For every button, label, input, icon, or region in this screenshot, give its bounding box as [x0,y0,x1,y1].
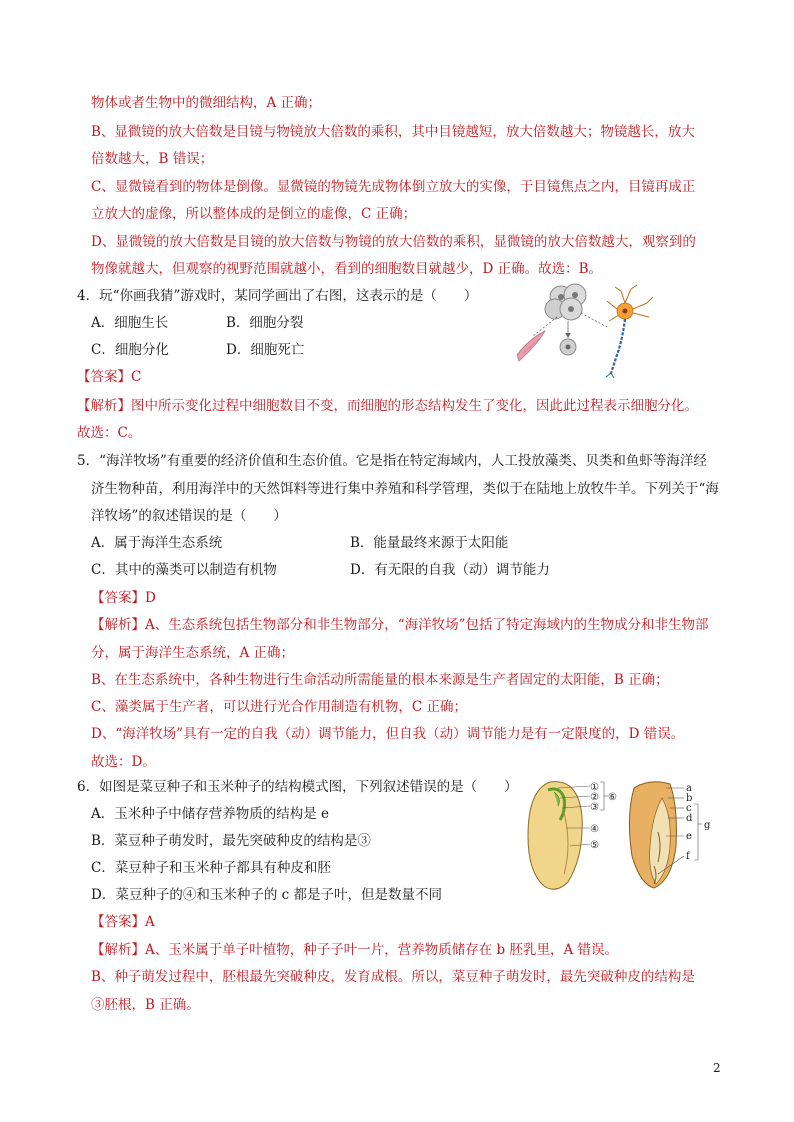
q5-stem-line-3: 洋牧场”的叙述错误的是（ ） [91,508,287,524]
q5-exp-line-3: B、在生态系统中，各种生物进行生命活动所需能量的根本来源是生产者固定的太阳能，B 正确； [91,672,669,688]
neuron-cell [606,285,653,378]
bean-label-6: ⑥ [608,792,617,803]
q6-exp-line-3: ③胚根，B 正确。 [91,997,200,1013]
q4-option-a: A．细胞生长 [91,315,169,331]
q6-option-a: A．玉米种子中储存营养物质的结构是 e [91,806,330,822]
corn-label-d: d [686,813,693,824]
q5-exp-line-4: C、藻类属于生产者，可以进行光合作用制造有机物，C 正确； [91,699,467,715]
corn-label-b: b [686,793,693,804]
corn-label-a: a [686,783,692,794]
q5-option-a: A．属于海洋生态系统 [91,535,223,551]
corn-label-e: e [686,831,692,842]
q3-exp-line-4: C、显微镜看到的物体是倒像。显微镜的物镜先成物体倒立放大的实像，于目镜焦点之内，目镜再成正 [91,179,696,195]
page-number: 2 [713,1061,721,1075]
q6-answer: 【答案】A [91,914,155,930]
q3-exp-line-6: D、显微镜的放大倍数是目镜的放大倍数与物镜的放大倍数的乘积，显微镜的放大倍数越大，观察到的 [91,234,696,250]
q5-stem-line-1: 5．“海洋牧场”有重要的经济价值和生态价值。它是指在特定海域内，人工投放藻类、贝类和鱼虾等海洋经 [77,453,707,469]
q3-exp-line-1: 物体或者生物中的微细结构，A 正确； [91,95,322,111]
q5-exp-line-5: D、“海洋牧场”具有一定的自我（动）调节能力，但自我（动）调节能力是有一定限度的，D 错误。 [91,726,685,742]
bean-label-4: ④ [590,824,599,835]
bean-label-2: ② [590,792,599,803]
q4-exp-line-1: 【解析】图中所示变化过程中细胞数目不变，而细胞的形态结构发生了变化，因此此过程表示细胞分化。 [77,398,698,414]
corn-seed [629,782,676,888]
q4-exp-line-2: 故选：C。 [77,425,142,441]
q5-exp-line-1: 【解析】A、生态系统包括生物部分和非生物部分，“海洋牧场”包括了特定海域内的生物成分和非生物部 [91,617,709,633]
q4-stem: 4．玩“你画我猜”游戏时，某同学画出了右图，这表示的是（ ） [77,288,478,304]
cell-cluster [545,284,586,320]
q6-stem: 6．如图是菜豆种子和玉米种子的结构模式图，下列叙述错误的是（ ） [77,779,518,795]
q6-exp-line-2: B、种子萌发过程中，胚根最先突破种皮，发育成根。所以，菜豆种子萌发时，最先突破种皮的结构是 [91,969,695,985]
bean-seed [528,782,582,890]
q3-exp-line-2: B、显微镜的放大倍数是目镜与物镜放大倍数的乘积，其中目镜越短，放大倍数越大；物镜越长，放大 [91,124,695,140]
q3-exp-line-3: 倍数越大，B 错误； [91,151,214,167]
round-cell [560,339,576,355]
q5-option-b: B．能量最终来源于太阳能 [350,535,509,551]
cell-differentiation-figure [515,283,655,378]
bean-label-5: ⑤ [590,840,599,851]
q4-option-b: B．细胞分裂 [226,315,304,331]
q4-answer: 【答案】C [77,369,142,385]
q5-option-c: C．其中的藻类可以制造有机物 [91,562,277,578]
q6-option-b: B．菜豆种子萌发时，最先突破种皮的结构是③ [91,833,371,849]
elongated-cell [517,331,545,361]
q5-stem-line-2: 济生物种苗，利用海洋中的天然饵料等进行集中养殖和科学管理，类似于在陆地上放牧牛羊。下列关于“海 [91,481,719,497]
corn-label-g: g [704,820,711,831]
q4-option-c: C．细胞分化 [91,342,169,358]
q3-exp-line-5: 立放大的虚像，所以整体成的是倒立的虚像，C 正确； [91,206,417,222]
bean-label-1: ① [590,782,599,793]
q3-exp-line-7: 物像就越大，但观察的视野范围就越小，看到的细胞数目就越少，D 正确。故选：B。 [91,261,603,277]
q6-option-d: D．菜豆种子的④和玉米种子的 c 都是子叶，但是数量不同 [91,887,442,903]
q6-exp-line-1: 【解析】A、玉米属于单子叶植物，种子子叶一片，营养物质储存在 b 胚乳里，A 错误。 [91,942,619,958]
corn-label-c: c [686,803,692,814]
q5-option-d: D．有无限的自我（动）调节能力 [350,562,550,578]
seed-structure-figure [520,776,720,896]
q4-option-d: D．细胞死亡 [226,342,305,358]
q5-answer: 【答案】D [91,590,156,606]
corn-label-f: f [686,851,690,862]
q6-option-c: C．菜豆种子和玉米种子都具有种皮和胚 [91,860,331,876]
bean-label-3: ③ [590,802,599,813]
q5-exp-line-6: 故选：D。 [91,754,156,770]
q5-exp-line-2: 分，属于海洋生态系统，A 正确； [91,645,295,661]
